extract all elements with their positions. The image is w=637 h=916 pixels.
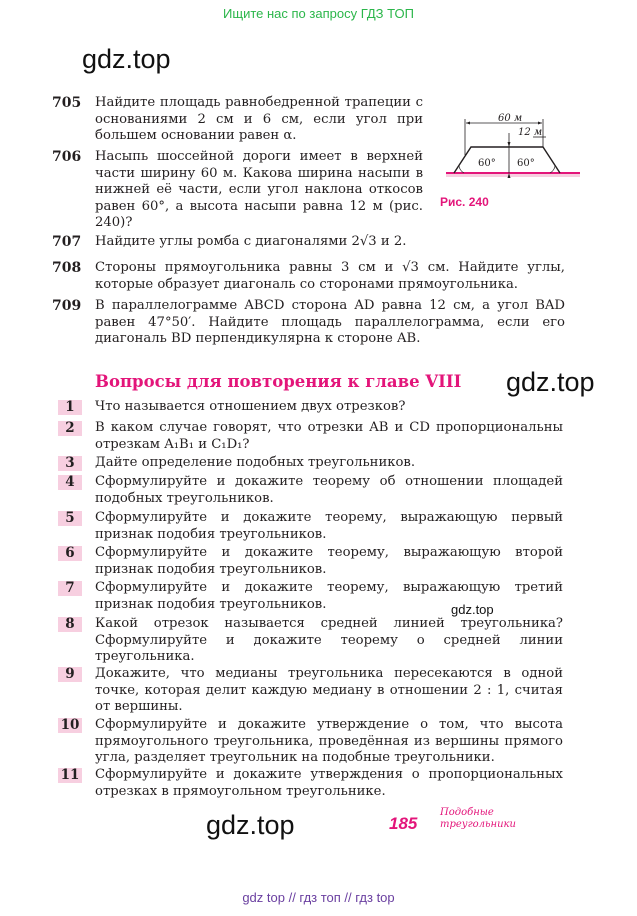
search-banner[interactable]: Ищите нас по запросу ГДЗ ТОП: [223, 6, 414, 21]
angle-label-left: 60°: [478, 158, 496, 169]
ground-shade: [446, 174, 580, 177]
section-title: Вопросы для повторения к главе VIII: [95, 372, 462, 391]
problem-text: В параллелограмме ABCD сторона AD равна 12 см, а угол BAD равен 47°50′. Найдите площадь параллелограмма, если его диагональ BD перпендикулярна к стороне AB.: [95, 298, 565, 346]
angle-arc-left: [459, 166, 464, 173]
running-header-line: треугольники: [440, 819, 516, 830]
question-text: Сформулируйте и докажите утверждение о том, что высота прямоугольного треугольника, проведённая из вершины прямого угла, разделяет треугольник на подобные треугольники.: [95, 717, 563, 765]
question-number: 4: [58, 475, 82, 490]
width-label: 60 м: [498, 113, 523, 124]
question-number: 6: [58, 546, 82, 561]
question-text: Сформулируйте и докажите утверждения о пропорциональных отрезках в прямоугольном треугольнике.: [95, 767, 563, 799]
question-text: Что называется отношением двух отрезков?: [95, 399, 406, 414]
question-text: Сформулируйте и докажите теорему об отношении площадей подобных треугольников.: [95, 474, 563, 506]
problem-number: 707: [52, 234, 82, 250]
problem-number: 709: [52, 298, 82, 314]
watermark-bottom: gdz.top: [206, 810, 295, 840]
problem-number: 705: [52, 95, 82, 111]
problem-text: Стороны прямоугольника равны 3 см и √3 см. Найдите углы, которые образует диагональ со сторонами прямоугольника.: [95, 260, 565, 292]
embankment-figure: [438, 105, 588, 185]
question-text: Какой отрезок называется средней линией треугольника? Сформулируйте и докажите теорему о средней линии треугольника.: [95, 616, 563, 664]
question-text: Сформулируйте и докажите теорему, выражающую третий признак подобия треугольников.: [95, 580, 563, 612]
footer-links[interactable]: gdz top // гдз топ // гдз top: [242, 890, 395, 905]
problem-text: Найдите площадь равнобедренной трапеции с основаниями 2 см и 6 см, если угол при большем основании равен α.: [95, 95, 423, 143]
watermark-top: gdz.top: [82, 44, 171, 74]
question-text: Дайте определение подобных треугольников.: [95, 455, 416, 470]
running-header-line: Подобные: [440, 807, 494, 818]
question-text: Сформулируйте и докажите теорему, выражающую первый признак подобия треугольников.: [95, 510, 563, 542]
question-number: 10: [58, 718, 82, 733]
question-number: 7: [58, 581, 82, 596]
question-number: 1: [58, 400, 82, 415]
question-text: Сформулируйте и докажите теорему, выражающую второй признак подобия треугольников.: [95, 545, 563, 577]
question-number: 11: [58, 768, 82, 783]
problem-text: Насыпь шоссейной дороги имеет в верхней части ширину 60 м. Какова ширина насыпи в нижней её части, если угол наклона откосов равен 60°, а высота насыпи равна 12 м (рис. 240)?: [95, 149, 423, 230]
problem-number: 706: [52, 149, 82, 165]
question-number: 5: [58, 511, 82, 526]
question-number: 2: [58, 421, 82, 436]
height-label: 12 м: [518, 127, 543, 138]
question-text: В каком случае говорят, что отрезки AB и CD пропорциональны отрезкам A₁B₁ и C₁D₁?: [95, 420, 563, 452]
page-number: 185: [389, 814, 418, 833]
question-number: 8: [58, 617, 82, 632]
question-number: 3: [58, 456, 82, 471]
question-number: 9: [58, 667, 82, 682]
problem-text: Найдите углы ромба с диагоналями 2√3 и 2.: [95, 234, 407, 249]
figure-caption: Рис. 240: [440, 195, 489, 209]
angle-arc-right: [550, 166, 555, 173]
running-header: [440, 807, 516, 831]
problem-number: 708: [52, 260, 82, 276]
watermark-right: gdz.top: [506, 367, 595, 397]
question-text: Докажите, что медианы треугольника пересекаются в одной точке, которая делит каждую медиану в отношении 2 : 1, считая от вершины.: [95, 666, 563, 714]
trapezoid-outline: [454, 147, 560, 173]
watermark-small: gdz.top: [451, 602, 494, 617]
angle-label-right: 60°: [517, 158, 535, 169]
